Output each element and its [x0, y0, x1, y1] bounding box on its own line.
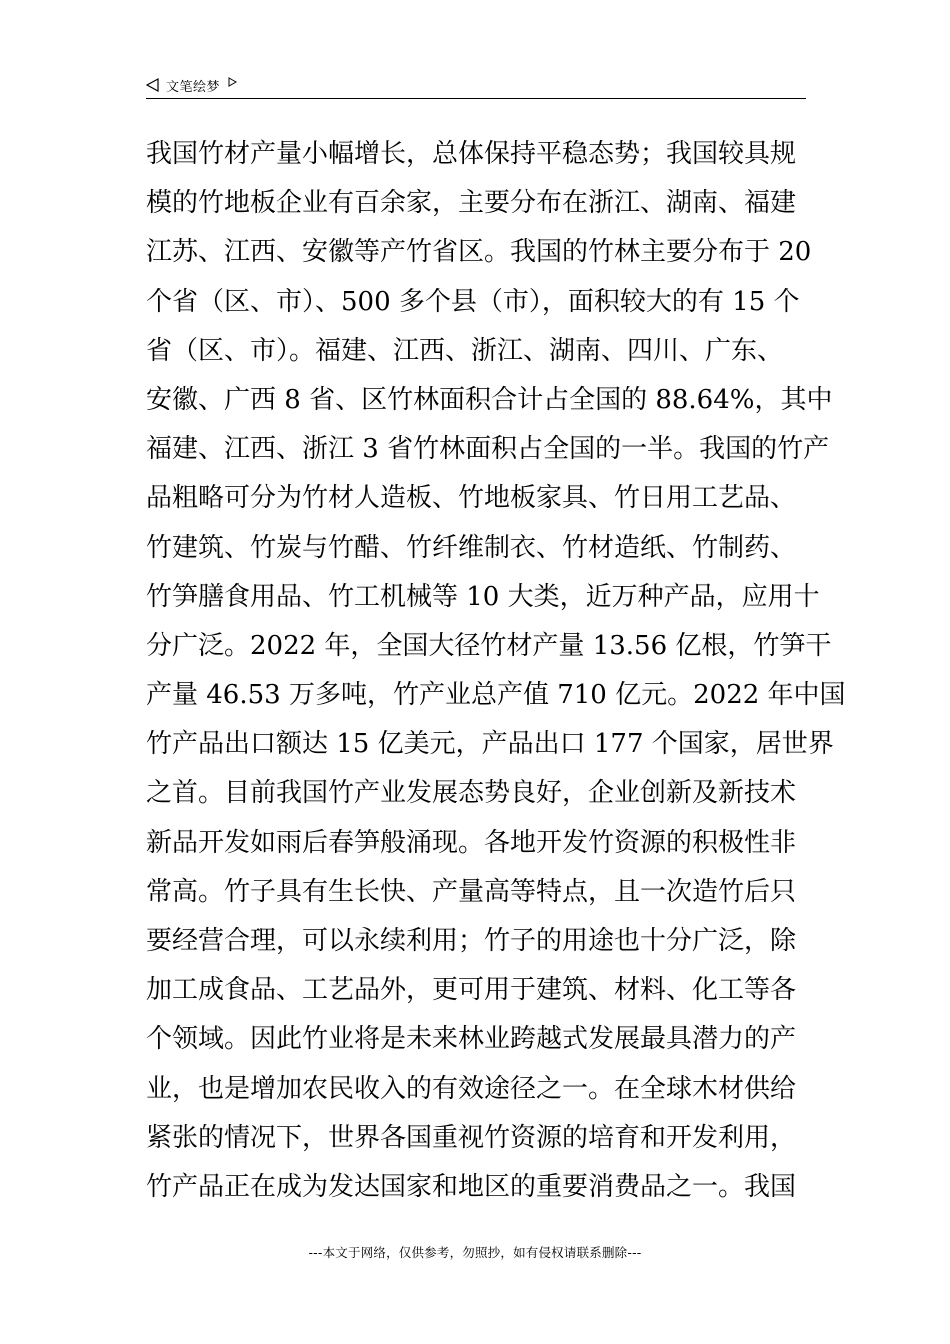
page-header	[146, 72, 806, 99]
page-footer: ---本文于网络，仅供参考，勿照抄，如有侵权请联系删除---	[308, 1245, 642, 1260]
text-line: 模的竹地板企业有百余家，主要分布在浙江、湖南、福建	[146, 188, 797, 219]
header-brand: 文笔绘梦	[166, 79, 221, 95]
text-line: 业，也是增加农民收入的有效途径之一。在全球木材供给	[146, 1073, 797, 1104]
text-line: 要经营合理，可以永续利用；竹子的用途也十分广泛，除	[146, 926, 797, 956]
text-line: 竹建筑、竹炭与竹醋、竹纤维制衣、竹材造纸、竹制药、	[146, 532, 797, 563]
text-line: 紧张的情况下，世界各国重视竹资源的培育和开发利用，	[146, 1122, 797, 1153]
text-line: 品粗略可分为竹材人造板、竹地板家具、竹日用工艺品、	[146, 483, 797, 514]
text-line: 竹笋膳食用品、竹工机械等 10 大类，近万种产品，应用十	[146, 581, 820, 612]
text-line: 竹产品出口额达 15 亿美元，产品出口 177 个国家，居世界	[146, 729, 834, 760]
text-line: 福建、江西、浙江 3 省竹林面积占全国的一半。我国的竹产	[146, 434, 830, 465]
body-text	[146, 130, 846, 1212]
triangle-right-icon	[228, 77, 237, 87]
text-line: 我国竹材产量小幅增长，总体保持平稳态势；我国较具规	[146, 139, 797, 169]
text-line: 新品开发如雨后春笋般涌现。各地开发竹资源的积极性非	[146, 827, 797, 858]
text-line: 安徽、广西 8 省、区竹林面积合计占全国的 88.64%，其中	[146, 384, 833, 415]
text-line: 个省（区、市）、500 多个县（市），面积较大的有 15 个	[146, 286, 800, 317]
text-line: 常高。竹子具有生长快、产量高等特点，且一次造竹后只	[146, 876, 797, 907]
triangle-left-icon	[146, 78, 159, 92]
text-line: 江苏、江西、安徽等产竹省区。我国的竹林主要分布于 20	[146, 237, 812, 268]
text-line: 加工成食品、工艺品外，更可用于建筑、材料、化工等各	[146, 975, 797, 1006]
text-line: 之首。目前我国竹产业发展态势良好，企业创新及新技术	[146, 778, 797, 809]
text-line: 省（区、市）。福建、江西、浙江、湖南、四川、广东、	[146, 335, 784, 366]
text-line: 产量 46.53 万多吨，竹产业总产值 710 亿元。2022 年中国	[146, 680, 846, 711]
text-line: 竹产品正在成为发达国家和地区的重要消费品之一。我国	[146, 1171, 797, 1202]
text-line: 分广泛。2022 年，全国大径竹材产量 13.56 亿根，竹笋干	[146, 630, 832, 661]
text-line: 个领域。因此竹业将是未来林业跨越式发展最具潜力的产	[146, 1024, 797, 1055]
